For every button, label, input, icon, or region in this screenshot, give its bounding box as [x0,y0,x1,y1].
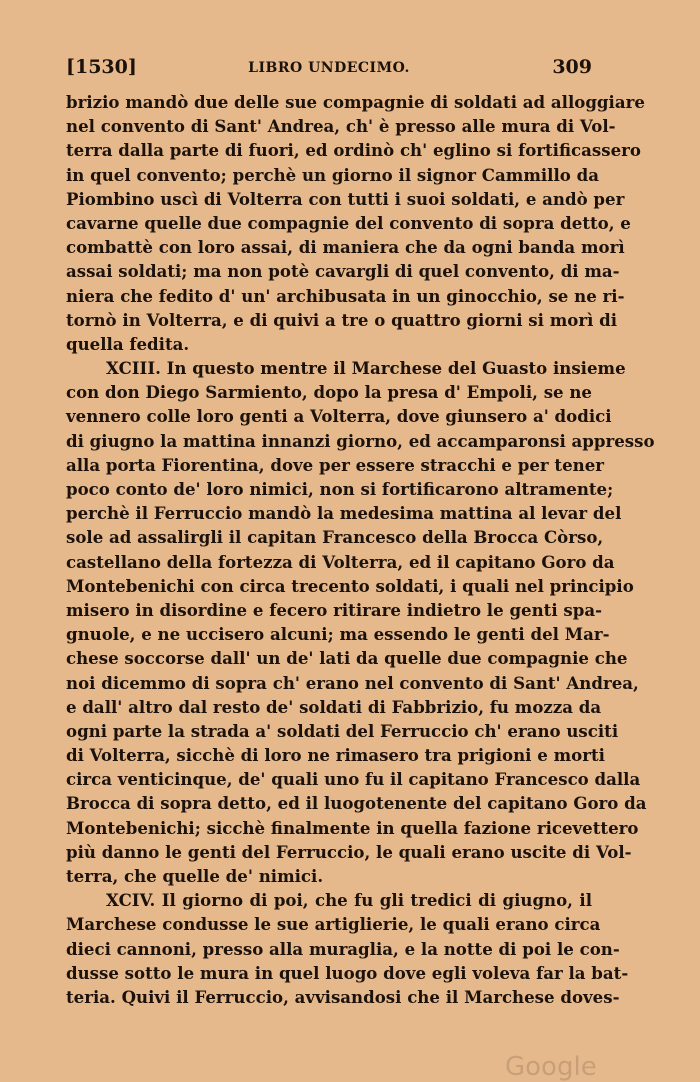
header-year: [1530] [66,56,137,78]
text-line: combattè con loro assai, di maniera che da ogni banda morì [66,237,625,258]
text-line: chese soccorse dall' un de' lati da quelle due compagnie che [66,648,628,669]
text-line: cavarne quelle due compagnie del convento di sopra detto, e [66,212,631,233]
page-number: 309 [552,56,592,78]
text-line: quella fedita. [66,333,190,354]
text-line: ogni parte la strada a' soldati del Ferruccio ch' erano usciti [66,720,619,741]
text-line: XCIII. In questo mentre il Marchese del Guasto insieme [106,358,626,379]
text-line: Montebenichi con circa trecento soldati, i quali nel principio [66,575,634,596]
text-line: e dall' altro dal resto de' soldati di Fabbrizio, fu mozza da [66,696,602,717]
text-line: di giugno la mattina innanzi giorno, ed accamparonsi appresso [66,430,655,451]
text-line: XCIV. Il giorno di poi, che fu gli tredici di giugno, il [106,890,592,911]
text-line: in quel convento; perchè un giorno il signor Cammillo da [66,164,599,185]
text-line: dieci cannoni, presso alla muraglia, e la notte di poi le con- [66,938,620,959]
text-line: terra, che quelle de' nimici. [66,866,324,886]
text-line: nel convento di Sant' Andrea, ch' è presso alle mura di Vol- [66,116,616,137]
text-line: di Volterra, sicchè di loro ne rimasero tra prigioni e morti [66,745,605,766]
text-line: castellano della fortezza di Volterra, ed il capitano Goro da [66,551,615,572]
text-line: niera che fedito d' un' archibusata in un ginocchio, se ne ri- [66,285,625,306]
text-line: brizio mandò due delle sue compagnie di soldati ad alloggiare [66,92,645,112]
text-line: Piombino uscì di Volterra con tutti i suoi soldati, e andò per [66,188,625,209]
text-line: sole ad assalirgli il capitan Francesco della Brocca Còrso, [66,527,604,548]
text-line: noi dicemmo di sopra ch' erano nel convento di Sant' Andrea, [66,672,639,693]
text-line: Montebenichi; sicchè finalmente in quella fazione ricevettero [66,817,639,838]
text-line: con don Diego Sarmiento, dopo la presa d' Empoli, se ne [66,382,592,403]
running-header [66,56,592,80]
text-line: Brocca di sopra detto, ed il luogotenente del capitano Goro da [66,793,647,814]
text-line: terra dalla parte di fuori, ed ordinò ch' eglino si fortificassero [66,140,641,161]
text-line: più danno le genti del Ferruccio, le quali erano uscite di Vol- [66,841,632,862]
text-line: vennero colle loro genti a Volterra, dove giunsero a' dodici [66,406,612,427]
text-line: misero in disordine e fecero ritirare indietro le genti spa- [66,599,602,620]
text-line: circa venticinque, de' quali uno fu il capitano Francesco dalla [66,769,641,790]
body-text [66,90,655,1009]
text-line: perchè il Ferruccio mandò la medesima mattina al levar del [66,503,622,524]
text-line: alla porta Fiorentina, dove per essere stracchi e per tener [66,454,605,475]
text-line: gnuole, e ne uccisero alcuni; ma essendo le genti del Mar- [66,624,610,645]
text-line: teria. Quivi il Ferruccio, avvisandosi che il Marchese doves- [66,986,620,1007]
text-line: dusse sotto le mura in quel luogo dove egli voleva far la bat- [66,962,629,983]
text-line: tornò in Volterra, e di quivi a tre o quattro giorni si morì di [66,309,618,330]
text-line: Marchese condusse le sue artiglierie, le quali erano circa [66,914,601,935]
text-line: poco conto de' loro nimici, non si fortificarono altramente; [66,479,614,499]
text-line: assai soldati; ma non potè cavargli di quel convento, di ma- [66,261,620,282]
watermark: Google [505,1052,597,1082]
header-title: LIBRO UNDECIMO. [248,60,410,76]
